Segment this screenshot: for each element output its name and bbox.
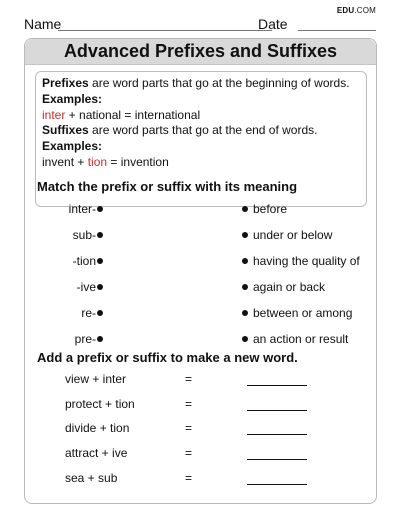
fill-row — [25, 370, 376, 388]
date-label: Date — [258, 16, 288, 32]
example-2-base: invent + — [42, 154, 88, 169]
match-left-term: pre- — [74, 332, 96, 346]
match-row — [25, 200, 376, 218]
brand-logo — [337, 6, 376, 15]
fill-equation: attract + ive — [65, 446, 128, 460]
match-left-term: re- — [81, 306, 96, 320]
match-row — [25, 304, 376, 322]
match-right-term: before — [253, 202, 288, 216]
equals-sign: = — [185, 372, 193, 386]
name-label: Name — [24, 16, 62, 32]
match-left-term: -tion — [72, 254, 96, 268]
worksheet — [24, 38, 377, 504]
name-line[interactable] — [58, 30, 272, 31]
match-right-term: between or among — [253, 306, 353, 320]
match-dot-right[interactable] — [242, 336, 248, 342]
match-dot-left[interactable] — [97, 284, 103, 290]
fill-equation: view + inter — [65, 372, 127, 386]
fill-equation: divide + tion — [65, 421, 130, 435]
match-dot-right[interactable] — [242, 206, 248, 212]
fill-row — [25, 444, 376, 462]
date-line[interactable] — [298, 30, 376, 31]
match-row — [25, 278, 376, 296]
fill-row — [25, 395, 376, 413]
fill-row — [25, 469, 376, 487]
example-2-result: = invention — [107, 154, 169, 169]
match-row — [25, 330, 376, 348]
suffix-term: Suffixes — [42, 123, 89, 138]
suffix-def: are word parts that go at the end of words. — [88, 123, 318, 138]
match-dot-right[interactable] — [242, 258, 248, 264]
match-right-term: an action or result — [253, 332, 349, 346]
match-right-term: under or below — [253, 228, 333, 242]
match-dot-right[interactable] — [242, 310, 248, 316]
fill-section-title: Add a prefix or suffix to make a new word. — [37, 350, 298, 365]
answer-blank[interactable] — [247, 459, 307, 460]
fill-equation: sea + sub — [65, 471, 118, 485]
equals-sign: = — [185, 471, 193, 485]
match-left-term: sub- — [72, 228, 96, 242]
prefix-term: Prefixes — [42, 76, 89, 90]
equals-sign: = — [185, 446, 193, 460]
match-dot-right[interactable] — [242, 232, 248, 238]
brand-suffix: .COM — [354, 6, 376, 15]
match-left-term: inter- — [68, 202, 96, 216]
match-dot-left[interactable] — [97, 206, 103, 212]
answer-blank[interactable] — [247, 484, 307, 485]
fill-equation: protect + tion — [65, 397, 135, 411]
prefix-def: are word parts that go at the beginning of words. — [88, 76, 350, 90]
brand-main: EDU — [336, 6, 355, 15]
examples-label-1: Examples: — [42, 91, 103, 106]
match-row — [25, 252, 376, 270]
match-dot-left[interactable] — [97, 310, 103, 316]
example-2 — [42, 155, 360, 171]
match-dot-left[interactable] — [97, 258, 103, 264]
answer-blank[interactable] — [247, 385, 307, 386]
example-1 — [42, 108, 360, 124]
match-right-term: having the quality of — [253, 254, 360, 268]
fill-row — [25, 419, 376, 437]
match-left-term: -ive — [76, 280, 96, 294]
match-dot-right[interactable] — [242, 284, 248, 290]
answer-blank[interactable] — [247, 410, 307, 411]
match-right-term: again or back — [253, 280, 326, 294]
example-2-suffix: tion — [87, 154, 108, 169]
example-1-rest: + national = international — [65, 107, 201, 122]
worksheet-title: Advanced Prefixes and Suffixes — [25, 39, 376, 65]
match-section-title: Match the prefix or suffix with its meaning — [37, 179, 298, 194]
equals-sign: = — [185, 421, 193, 435]
header-row — [24, 14, 376, 34]
examples-label-2: Examples: — [42, 139, 103, 154]
example-1-prefix: inter — [42, 107, 66, 122]
match-dot-left[interactable] — [97, 336, 103, 342]
match-row — [25, 226, 376, 244]
prefix-definition — [42, 76, 360, 92]
answer-blank[interactable] — [247, 434, 307, 435]
suffix-definition — [42, 123, 360, 139]
match-dot-left[interactable] — [97, 232, 103, 238]
equals-sign: = — [185, 397, 193, 411]
